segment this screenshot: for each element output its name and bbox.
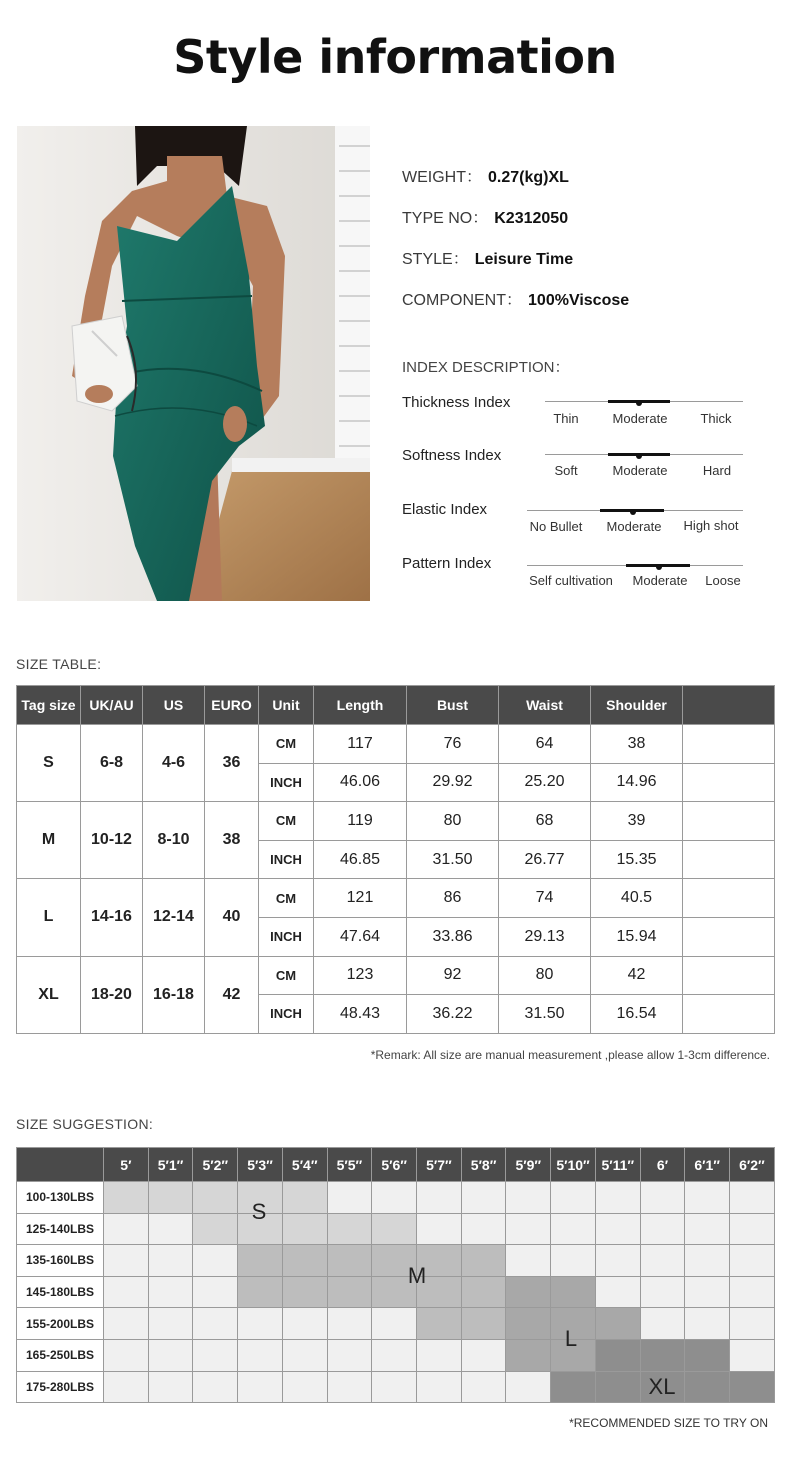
header-shoulder: Shoulder	[591, 686, 683, 725]
product-photo-illustration	[17, 126, 370, 601]
height-header: 5′2″	[193, 1148, 238, 1182]
size-remark: *Remark: All size are manual measurement ,please allow 1-3cm difference.	[370, 1048, 770, 1062]
suggestion-cell	[417, 1308, 462, 1340]
height-header: 5′7″	[417, 1148, 462, 1182]
waist-cell: 31.50	[499, 995, 591, 1034]
suggestion-cell	[595, 1182, 640, 1214]
suggestion-cell	[685, 1339, 730, 1371]
weight-header: 165-250LBS	[17, 1339, 104, 1371]
suggestion-cell	[461, 1213, 506, 1245]
index-label-no-bullet: No Bullet	[529, 519, 583, 534]
suggestion-cell	[685, 1245, 730, 1277]
suggestion-cell	[282, 1371, 327, 1403]
index-label-moderate-pattern: Moderate	[632, 573, 688, 588]
suggestion-cell	[595, 1276, 640, 1308]
spec-type-no-label: TYPE NO：	[402, 210, 489, 227]
height-header: 5′1″	[148, 1148, 193, 1182]
suggestion-cell	[104, 1213, 149, 1245]
table-row	[17, 802, 775, 841]
empty-cell	[683, 995, 775, 1034]
suggestion-cell	[104, 1182, 149, 1214]
suggestion-cell	[104, 1308, 149, 1340]
index-label-soft: Soft	[554, 463, 578, 478]
shoulder-cell: 42	[591, 956, 683, 995]
length-cell: 117	[314, 725, 407, 764]
suggestion-cell	[551, 1371, 596, 1403]
header-us: US	[143, 686, 205, 725]
weight-header: 100-130LBS	[17, 1182, 104, 1214]
suggestion-cell	[551, 1213, 596, 1245]
table-row	[17, 879, 775, 918]
suggestion-cell	[640, 1276, 685, 1308]
suggestion-cell	[193, 1245, 238, 1277]
height-header: 5′8″	[461, 1148, 506, 1182]
table-row	[17, 725, 775, 764]
waist-cell: 74	[499, 879, 591, 918]
suggestion-cell	[506, 1371, 551, 1403]
index-dot-thickness	[636, 400, 642, 406]
zone-label-s: S	[251, 1199, 267, 1224]
waist-cell: 25.20	[499, 763, 591, 802]
size-table	[16, 685, 775, 1034]
suggestion-cell	[148, 1182, 193, 1214]
unit-cell: CM	[259, 725, 314, 764]
uk-au-cell: 10-12	[81, 802, 143, 879]
spec-type-no-value: K2312050	[494, 210, 569, 227]
size-suggestion-grid	[16, 1147, 775, 1403]
uk-au-cell: 18-20	[81, 956, 143, 1033]
height-header: 5′5″	[327, 1148, 372, 1182]
page-title: Style information	[173, 30, 617, 84]
suggestion-cell	[730, 1182, 775, 1214]
length-cell: 47.64	[314, 917, 407, 956]
suggestion-cell	[551, 1245, 596, 1277]
suggestion-cell	[506, 1339, 551, 1371]
suggestion-cell	[640, 1308, 685, 1340]
shoulder-cell: 15.35	[591, 840, 683, 879]
suggestion-cell	[685, 1308, 730, 1340]
empty-cell	[683, 956, 775, 995]
index-label-self-cultivation: Self cultivation	[529, 573, 613, 588]
weight-header: 155-200LBS	[17, 1308, 104, 1340]
suggestion-cell	[640, 1339, 685, 1371]
suggestion-cell	[730, 1276, 775, 1308]
size-suggestion-footnote: *RECOMMENDED SIZE TO TRY ON	[569, 1416, 768, 1430]
unit-cell: CM	[259, 879, 314, 918]
suggestion-cell	[730, 1308, 775, 1340]
empty-cell	[683, 879, 775, 918]
suggestion-cell	[148, 1276, 193, 1308]
suggestion-cell	[640, 1182, 685, 1214]
bust-cell: 76	[407, 725, 499, 764]
suggestion-cell	[685, 1182, 730, 1214]
suggestion-cell	[148, 1213, 193, 1245]
header-corner	[17, 1148, 104, 1182]
suggestion-cell	[238, 1276, 283, 1308]
suggestion-cell	[327, 1308, 372, 1340]
index-label-thick: Thick	[700, 411, 732, 426]
height-header: 5′9″	[506, 1148, 551, 1182]
suggestion-cell	[685, 1213, 730, 1245]
suggestion-cell	[551, 1182, 596, 1214]
bust-cell: 92	[407, 956, 499, 995]
suggestion-cell	[506, 1213, 551, 1245]
unit-cell: INCH	[259, 995, 314, 1034]
suggestion-cell	[640, 1213, 685, 1245]
suggestion-cell	[730, 1339, 775, 1371]
shoulder-cell: 16.54	[591, 995, 683, 1034]
shoulder-cell: 14.96	[591, 763, 683, 802]
suggestion-cell	[417, 1371, 462, 1403]
table-row	[17, 1276, 775, 1308]
index-name-thickness: Thickness Index	[402, 394, 511, 411]
suggestion-cell	[595, 1245, 640, 1277]
us-cell: 16-18	[143, 956, 205, 1033]
suggestion-cell	[282, 1245, 327, 1277]
shoulder-cell: 40.5	[591, 879, 683, 918]
suggestion-cell	[282, 1182, 327, 1214]
bust-cell: 86	[407, 879, 499, 918]
waist-cell: 68	[499, 802, 591, 841]
suggestion-cell	[372, 1182, 417, 1214]
suggestion-cell	[327, 1339, 372, 1371]
unit-cell: INCH	[259, 917, 314, 956]
suggestion-cell	[327, 1213, 372, 1245]
empty-cell	[683, 917, 775, 956]
suggestion-cell	[595, 1371, 640, 1403]
weight-header: 145-180LBS	[17, 1276, 104, 1308]
suggestion-cell	[640, 1245, 685, 1277]
suggestion-cell	[372, 1371, 417, 1403]
suggestion-cell	[193, 1182, 238, 1214]
height-header: 5′	[104, 1148, 149, 1182]
us-cell: 8-10	[143, 802, 205, 879]
spec-component-value: 100%Viscose	[528, 292, 630, 309]
suggestion-cell	[193, 1339, 238, 1371]
suggestion-cell	[685, 1371, 730, 1403]
suggestion-cell	[148, 1245, 193, 1277]
suggestion-cell	[730, 1213, 775, 1245]
suggestion-cell	[327, 1245, 372, 1277]
unit-cell: INCH	[259, 840, 314, 879]
empty-cell	[683, 763, 775, 802]
waist-cell: 64	[499, 725, 591, 764]
length-cell: 46.85	[314, 840, 407, 879]
index-label-loose: Loose	[705, 573, 741, 588]
euro-cell: 38	[205, 802, 259, 879]
suggestion-cell	[461, 1276, 506, 1308]
index-label-moderate-thickness: Moderate	[612, 411, 668, 426]
suggestion-cell	[327, 1276, 372, 1308]
index-label-moderate-elastic: Moderate	[606, 519, 662, 534]
table-row	[17, 1213, 775, 1245]
index-name-pattern: Pattern Index	[402, 555, 492, 572]
suggestion-cell	[327, 1182, 372, 1214]
zone-label-l: L	[564, 1326, 578, 1351]
weight-header: 135-160LBS	[17, 1245, 104, 1277]
unit-cell: INCH	[259, 763, 314, 802]
index-name-elastic: Elastic Index	[402, 501, 488, 518]
waist-cell: 26.77	[499, 840, 591, 879]
unit-cell: CM	[259, 956, 314, 995]
suggestion-cell	[238, 1371, 283, 1403]
size-table-header-row	[17, 686, 775, 725]
index-dot-pattern	[656, 564, 662, 570]
suggestion-cell	[417, 1182, 462, 1214]
spec-type-no	[402, 205, 568, 228]
uk-au-cell: 6-8	[81, 725, 143, 802]
height-header: 5′4″	[282, 1148, 327, 1182]
suggestion-cell	[238, 1339, 283, 1371]
index-dot-softness	[636, 453, 642, 459]
unit-cell: CM	[259, 802, 314, 841]
size-table-label: SIZE TABLE:	[16, 656, 102, 672]
product-photo	[17, 126, 370, 601]
shoulder-cell: 15.94	[591, 917, 683, 956]
index-label-thin: Thin	[553, 411, 579, 426]
tag-size-cell: M	[17, 802, 81, 879]
suggestion-cell	[461, 1371, 506, 1403]
index-dot-elastic	[630, 509, 636, 515]
suggestion-cell	[595, 1308, 640, 1340]
waist-cell: 29.13	[499, 917, 591, 956]
euro-cell: 42	[205, 956, 259, 1033]
suggestion-cell	[104, 1339, 149, 1371]
header-tag-size: Tag size	[17, 686, 81, 725]
bust-cell: 36.22	[407, 995, 499, 1034]
euro-cell: 40	[205, 879, 259, 956]
height-header: 5′6″	[372, 1148, 417, 1182]
height-header: 6′	[640, 1148, 685, 1182]
suggestion-cell	[193, 1213, 238, 1245]
suggestion-cell	[193, 1308, 238, 1340]
suggestion-cell	[506, 1245, 551, 1277]
uk-au-cell: 14-16	[81, 879, 143, 956]
zone-label-m: M	[407, 1263, 427, 1288]
suggestion-cell	[282, 1276, 327, 1308]
height-header: 6′2″	[730, 1148, 775, 1182]
suggestion-cell	[372, 1213, 417, 1245]
suggestion-cell	[372, 1339, 417, 1371]
suggestion-cell	[104, 1371, 149, 1403]
length-cell: 48.43	[314, 995, 407, 1034]
waist-cell: 80	[499, 956, 591, 995]
suggestion-cell	[506, 1276, 551, 1308]
suggestion-cell	[327, 1371, 372, 1403]
suggestion-cell	[506, 1308, 551, 1340]
suggestion-cell	[595, 1339, 640, 1371]
empty-cell	[683, 725, 775, 764]
suggestion-cell	[506, 1182, 551, 1214]
table-row	[17, 956, 775, 995]
weight-header: 125-140LBS	[17, 1213, 104, 1245]
height-header: 5′10″	[551, 1148, 596, 1182]
empty-cell	[683, 802, 775, 841]
weight-header: 175-280LBS	[17, 1371, 104, 1403]
suggestion-cell	[551, 1276, 596, 1308]
bust-cell: 33.86	[407, 917, 499, 956]
us-cell: 12-14	[143, 879, 205, 956]
height-header: 5′3″	[238, 1148, 283, 1182]
suggestion-cell	[104, 1245, 149, 1277]
height-header: 5′11″	[595, 1148, 640, 1182]
us-cell: 4-6	[143, 725, 205, 802]
suggestion-cell	[417, 1339, 462, 1371]
length-cell: 46.06	[314, 763, 407, 802]
spec-weight-label: WEIGHT：	[402, 169, 482, 186]
index-label-high-shot: High shot	[683, 518, 739, 533]
spec-component	[402, 287, 629, 310]
suggestion-cell	[461, 1308, 506, 1340]
bust-cell: 29.92	[407, 763, 499, 802]
header-euro: EURO	[205, 686, 259, 725]
header-bust: Bust	[407, 686, 499, 725]
suggestion-cell	[148, 1339, 193, 1371]
size-suggestion-label: SIZE SUGGESTION:	[16, 1116, 154, 1132]
table-row	[17, 1245, 775, 1277]
spec-weight	[402, 164, 569, 187]
table-row	[17, 1182, 775, 1214]
suggestion-cell	[685, 1276, 730, 1308]
suggestion-cell	[372, 1308, 417, 1340]
spec-style	[402, 246, 573, 269]
bust-cell: 80	[407, 802, 499, 841]
bust-cell: 31.50	[407, 840, 499, 879]
spec-component-label: COMPONENT：	[402, 292, 523, 309]
suggestion-cell	[148, 1308, 193, 1340]
empty-cell	[683, 840, 775, 879]
suggestion-cell	[461, 1339, 506, 1371]
suggestion-cell	[193, 1371, 238, 1403]
suggestion-cell	[730, 1245, 775, 1277]
suggestion-cell	[461, 1182, 506, 1214]
suggestion-cell	[461, 1245, 506, 1277]
suggestion-cell	[193, 1276, 238, 1308]
suggestion-cell	[104, 1276, 149, 1308]
index-label-hard: Hard	[702, 463, 732, 478]
suggestion-cell	[238, 1245, 283, 1277]
header-empty	[683, 686, 775, 725]
tag-size-cell: XL	[17, 956, 81, 1033]
header-unit: Unit	[259, 686, 314, 725]
euro-cell: 36	[205, 725, 259, 802]
suggestion-cell	[282, 1339, 327, 1371]
tag-size-cell: L	[17, 879, 81, 956]
shoulder-cell: 39	[591, 802, 683, 841]
suggestion-cell	[595, 1213, 640, 1245]
height-header: 6′1″	[685, 1148, 730, 1182]
spec-weight-value: 0.27(kg)XL	[488, 169, 569, 186]
index-description-title: INDEX DESCRIPTION：	[402, 359, 570, 376]
zone-label-xl: XL	[648, 1374, 676, 1399]
index-name-softness: Softness Index	[402, 447, 502, 464]
table-row	[17, 1308, 775, 1340]
size-suggestion-header-row	[17, 1148, 775, 1182]
header-length: Length	[314, 686, 407, 725]
index-label-moderate-softness: Moderate	[612, 463, 668, 478]
suggestion-cell	[238, 1308, 283, 1340]
shoulder-cell: 38	[591, 725, 683, 764]
suggestion-cell	[730, 1371, 775, 1403]
tag-size-cell: S	[17, 725, 81, 802]
header-waist: Waist	[499, 686, 591, 725]
header-uk-au: UK/AU	[81, 686, 143, 725]
length-cell: 119	[314, 802, 407, 841]
spec-style-value: Leisure Time	[474, 251, 574, 268]
table-row	[17, 1339, 775, 1371]
suggestion-cell	[282, 1308, 327, 1340]
suggestion-cell	[417, 1213, 462, 1245]
suggestion-cell	[282, 1213, 327, 1245]
length-cell: 123	[314, 956, 407, 995]
spec-style-label: STYLE：	[402, 251, 469, 268]
length-cell: 121	[314, 879, 407, 918]
suggestion-cell	[148, 1371, 193, 1403]
